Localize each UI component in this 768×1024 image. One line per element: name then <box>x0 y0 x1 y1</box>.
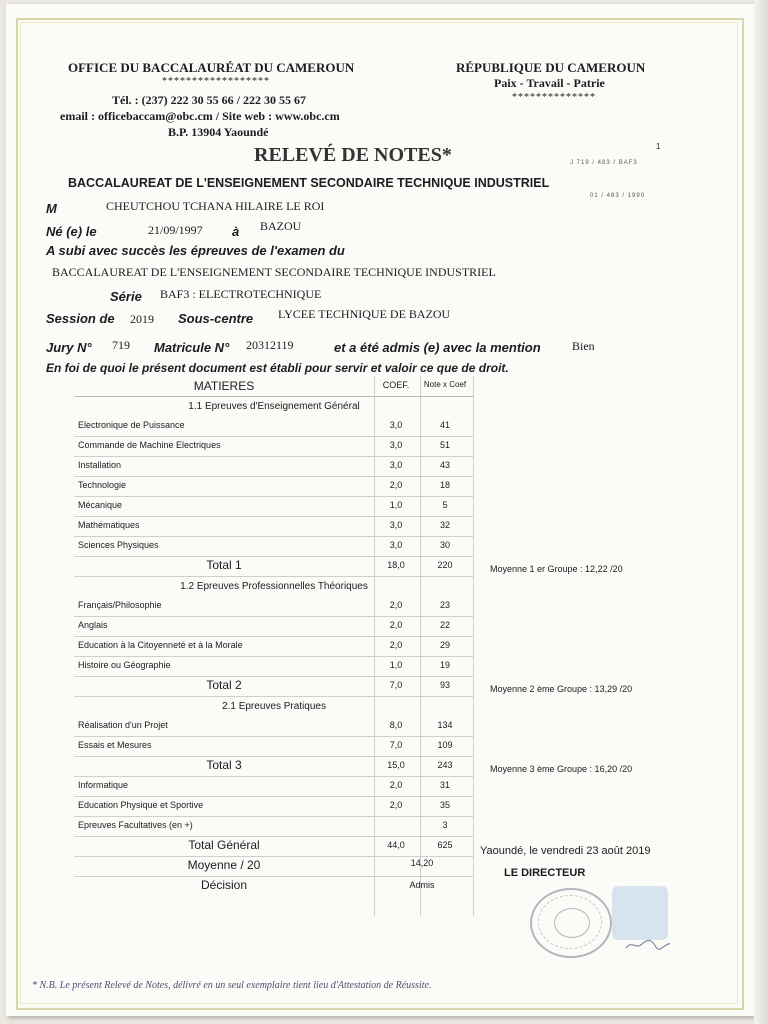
table-row: Essais et Mesures 7,0 109 <box>74 736 474 757</box>
m-label: M <box>46 201 57 216</box>
document-title: RELEVÉ DE NOTES* <box>254 144 452 166</box>
table-row: Sciences Physiques 3,0 30 <box>74 536 474 557</box>
table-row: Epreuves Facultatives (en +) 3 <box>74 816 474 837</box>
director-title: LE DIRECTEUR <box>504 867 586 879</box>
office-email: email : officebaccam@obc.cm / Site web : www.obc.cm <box>60 109 340 123</box>
page-number: 1 <box>656 142 662 151</box>
subcentre-label: Sous-centre <box>178 311 254 326</box>
office-stars: ****************** <box>162 76 270 87</box>
born-date: 21/09/1997 <box>148 223 203 237</box>
passed-text: A subi avec succès les épreuves de l'examen du <box>46 243 345 258</box>
table-row: Technologie 2,0 18 <box>74 476 474 497</box>
republic-stars: ************** <box>512 92 596 103</box>
group-3-average: Moyenne 3 ème Groupe : 16,20 /20 <box>490 764 633 774</box>
reference-code-2: 01 / 483 / 1990 <box>590 193 646 199</box>
serie-value: BAF3 : ELECTROTECHNIQUE <box>160 287 322 301</box>
jury-label: Jury N° <box>46 340 92 355</box>
decision-row: Décision Admis <box>200 878 435 892</box>
group-1-average: Moyenne 1 er Groupe : 12,22 /20 <box>490 564 623 574</box>
matricule-label: Matricule N° <box>154 340 230 355</box>
official-stamp <box>530 888 612 958</box>
table-row: Mathématiques 3,0 32 <box>74 516 474 537</box>
serie-label: Série <box>110 289 142 304</box>
table-row: Français/Philosophie 2,0 23 <box>74 596 474 617</box>
total-row: Total 2 7,0 93 <box>74 676 474 697</box>
reference-code-1: J 719 / 483 / BAF3 <box>570 160 638 166</box>
candidate-name: CHEUTCHOU TCHANA HILAIRE LE ROI <box>106 199 325 213</box>
director-signature <box>624 938 672 954</box>
republic-motto: Paix - Travail - Patrie <box>494 76 605 90</box>
subjects-header: MATIERES <box>193 379 255 393</box>
total-row: Total 3 15,0 243 <box>74 756 474 777</box>
place-date: Yaoundé, le vendredi 23 août 2019 <box>480 845 651 857</box>
group-2-average: Moyenne 2 ème Groupe : 13,29 /20 <box>490 684 633 694</box>
grand-total-row: Total Général 44,0 625 <box>74 836 474 857</box>
exam-name: BACCALAUREAT DE L'ENSEIGNEMENT SECONDAIRE TECHNIQUE INDUSTRIEL <box>52 265 496 279</box>
office-bp: B.P. 13904 Yaoundé <box>168 125 269 139</box>
table-row: Commande de Machine Electriques 3,0 51 <box>74 436 474 457</box>
average-row: Moyenne / 20 14,20 <box>74 856 474 877</box>
table-row: Education à la Citoyenneté et à la Morale 2,0 29 <box>74 636 474 657</box>
republic-name: RÉPUBLIQUE DU CAMEROUN <box>456 60 646 75</box>
table-row: Anglais 2,0 22 <box>74 616 474 637</box>
session-value: 2019 <box>130 312 154 326</box>
jury-value: 719 <box>112 338 130 352</box>
table-header <box>74 376 474 397</box>
matricule-value: 20312119 <box>246 338 294 352</box>
born-label: Né (e) le <box>46 224 97 239</box>
table-row: Histoire ou Géographie 1,0 19 <box>74 656 474 677</box>
section-title: 1.1 Epreuves d'Enseignement Général <box>188 401 360 412</box>
admitted-text: et a été admis (e) avec la mention <box>334 340 541 355</box>
born-place: BAZOU <box>260 219 302 233</box>
at-label: à <box>232 224 240 239</box>
exam-title: BACCALAUREAT DE L'ENSEIGNEMENT SECONDAIRE TECHNIQUE INDUSTRIEL <box>68 176 550 190</box>
total-row: Total 1 18,0 220 <box>74 556 474 577</box>
section-title: 1.2 Epreuves Professionnelles Théoriques <box>180 581 368 592</box>
office-name: OFFICE DU BACCALAURÉAT DU CAMEROUN <box>68 60 355 75</box>
page-edge <box>754 0 768 1024</box>
table-row: Informatique 2,0 31 <box>74 776 474 797</box>
signature-stamp <box>612 886 668 940</box>
note-header: Note x Coef <box>423 380 467 389</box>
table-row: Installation 3,0 43 <box>74 456 474 477</box>
table-row: Education Physique et Sportive 2,0 35 <box>74 796 474 817</box>
table-row: Réalisation d'un Projet 8,0 134 <box>74 716 474 737</box>
section-title: 2.1 Epreuves Pratiques <box>222 701 326 712</box>
coef-header: COEF. <box>382 380 410 390</box>
table-row: Mécanique 1,0 5 <box>74 496 474 517</box>
mention-value: Bien <box>572 339 595 353</box>
footnote: * N.B. Le présent Relevé de Notes, délivré en un seul exemplaire tient lieu d'Attestation de Réussite. <box>32 980 432 991</box>
table-row: Electronique de Puissance 3,0 41 <box>74 416 474 437</box>
office-phone: Tél. : (237) 222 30 55 66 / 222 30 55 67 <box>112 93 306 107</box>
subcentre-value: LYCEE TECHNIQUE DE BAZOU <box>278 307 451 321</box>
session-label: Session de <box>46 311 115 326</box>
faith-text: En foi de quoi le présent document est établi pour servir et valoir ce que de droit. <box>46 361 509 375</box>
